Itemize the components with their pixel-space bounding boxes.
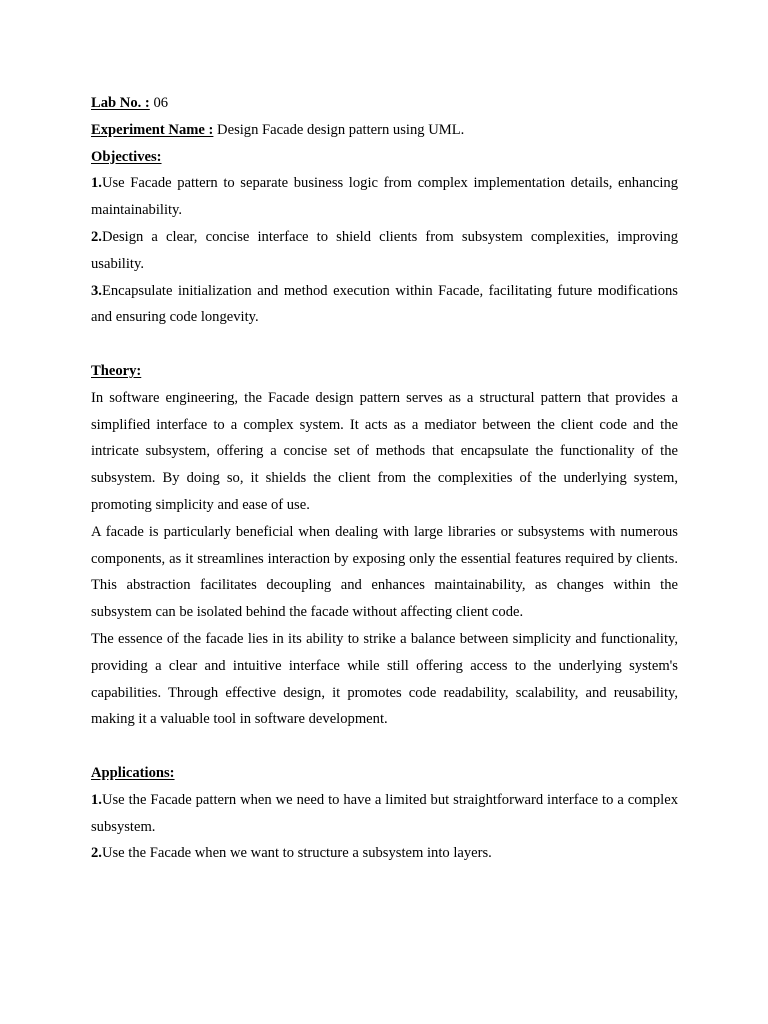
theory-paragraph-2: A facade is particularly beneficial when dealing with large libraries or subsystems with numerous components, as it streamlines interaction by exposing only the essential features required by clients. This abstraction facilitates decoupling and enhances maintainability, as changes within the subsystem can be isolated behind the facade without affecting client code.: [91, 523, 678, 621]
application-number: 2.: [91, 845, 102, 862]
objective-text: Encapsulate initialization and method execution within Facade, facilitating future modifications and ensuring code longevity.: [91, 282, 678, 326]
section-spacer: [91, 331, 678, 358]
application-text: Use the Facade pattern when we need to have a limited but straightforward interface to a complex subsystem.: [91, 791, 678, 835]
application-text: Use the Facade when we want to structure a subsystem into layers.: [101, 845, 492, 862]
objective-text: Design a clear, concise interface to shield clients from subsystem complexities, improving usability.: [91, 228, 678, 272]
objective-item-1: [91, 170, 678, 224]
experiment-name-line: [91, 117, 678, 144]
experiment-name-label: Experiment Name :: [91, 121, 214, 138]
objective-number: 1.: [91, 175, 102, 192]
lab-number-line: [91, 90, 678, 117]
objectives-heading: Objectives:: [91, 148, 162, 165]
objective-number: 2.: [91, 228, 102, 245]
theory-heading: Theory:: [91, 362, 142, 379]
objective-item-3: [91, 278, 678, 332]
theory-paragraph-1: In software engineering, the Facade design pattern serves as a structural pattern that provides a simplified interface to a complex system. It acts as a mediator between the client code and the intricate subsystem, offering a concise set of methods that encapsulate the functionality of the subsystem. By doing so, it shields the client from the complexities of the underlying system, promoting simplicity and ease of use.: [91, 389, 678, 513]
section-spacer: [91, 733, 678, 760]
lab-number-label: Lab No. :: [91, 95, 150, 111]
lab-number-value: 06: [149, 95, 169, 111]
theory-paragraph-3: The essence of the facade lies in its ability to strike a balance between simplicity and functionality, providing a clear and intuitive interface while still offering access to the underlying system's capabilities. Through effective design, it promotes code readability, scalability, and reusability, making it a valuable tool in software development.: [91, 630, 678, 728]
application-item-2: [91, 840, 678, 867]
objective-item-2: [91, 224, 678, 278]
objective-text: Use Facade pattern to separate business logic from complex implementation details, enhancing maintainability.: [91, 175, 678, 219]
application-number: 1.: [91, 791, 102, 808]
objective-number: 3.: [91, 282, 102, 299]
experiment-name-value: Design Facade design pattern using UML.: [213, 121, 465, 138]
document-body: [91, 90, 678, 867]
application-item-1: [91, 787, 678, 841]
applications-heading: Applications:: [91, 764, 175, 781]
